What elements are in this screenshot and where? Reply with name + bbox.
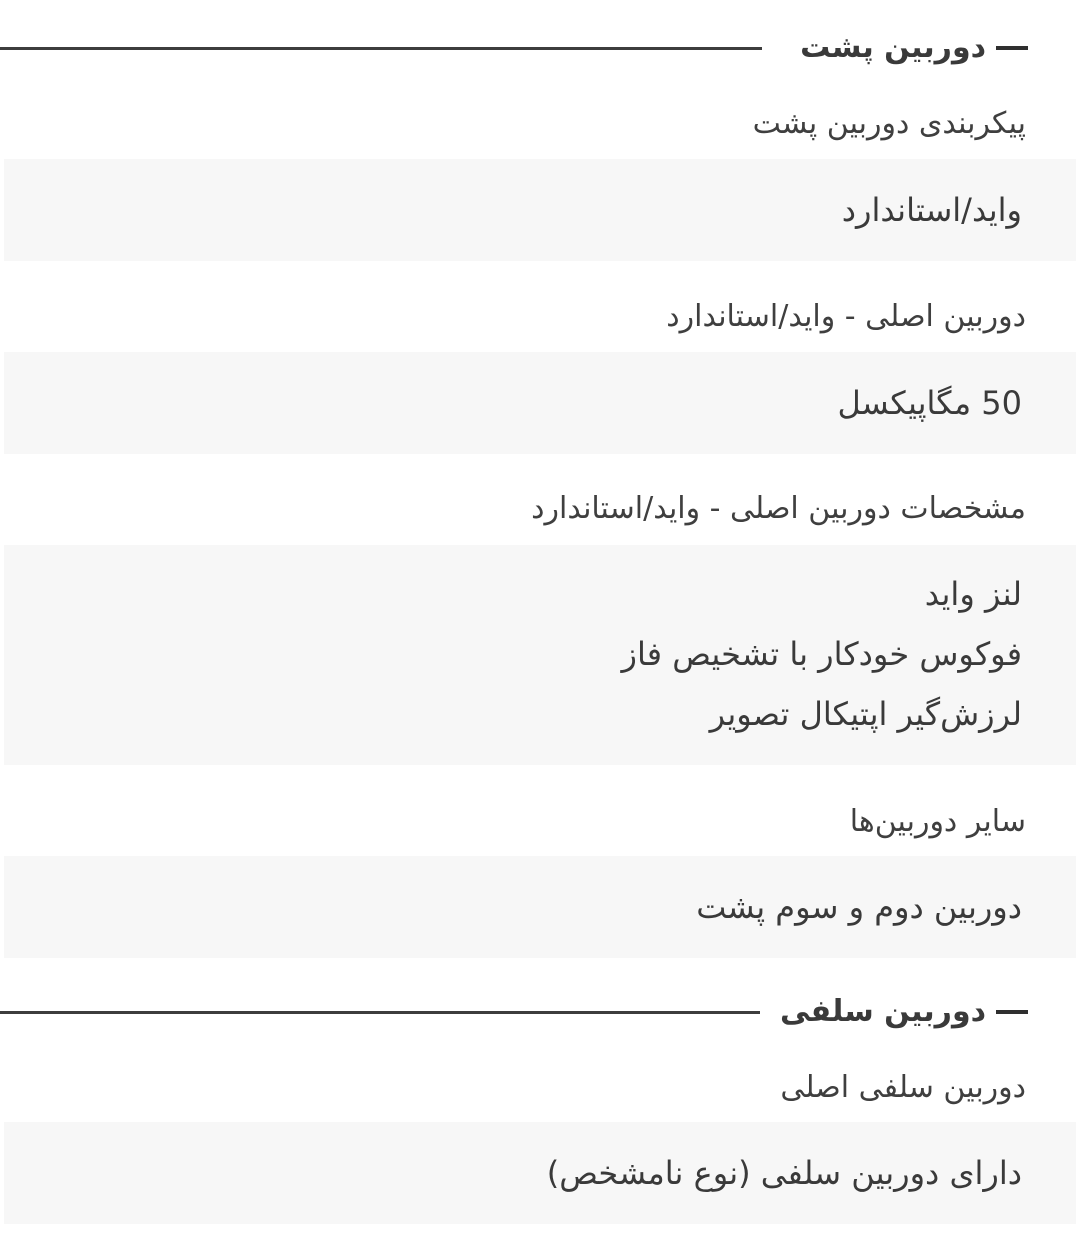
collapse-icon[interactable] [996, 1010, 1028, 1014]
field-label-other-cameras: سایر دوربین‌ها [849, 804, 1026, 839]
value-line: لرزش‌گیر اپتیکال تصویر [709, 695, 1022, 733]
field-label-main-camera: دوربین اصلی - واید/استاندارد [666, 299, 1026, 334]
field-label-rear-camera-config: پیکربندی دوربین پشت [752, 106, 1026, 141]
field-label-main-selfie-camera: دوربین سلفی اصلی [780, 1070, 1026, 1105]
value-line: 50 مگاپیکسل [837, 384, 1022, 422]
section-title: دوربین پشت [800, 30, 986, 65]
field-value-other-cameras [4, 856, 1076, 958]
value-line: واید/استاندارد [841, 191, 1022, 229]
field-label-main-camera-specs: مشخصات دوربین اصلی - واید/استاندارد [531, 491, 1026, 526]
value-line: دارای دوربین سلفی (نوع نامشخص) [546, 1154, 1022, 1192]
value-line: فوکوس خودکار با تشخیص فاز [621, 635, 1022, 673]
section-divider-line [0, 1011, 760, 1014]
section-header-rear-camera[interactable] [0, 28, 1080, 68]
field-value-rear-camera-config [4, 159, 1076, 261]
value-line: لنز واید [924, 575, 1022, 613]
field-value-main-camera-specs [4, 545, 1076, 765]
collapse-icon[interactable] [996, 46, 1028, 50]
section-divider-line [0, 47, 762, 50]
section-header-selfie-camera[interactable] [0, 992, 1080, 1032]
value-line: دوربین دوم و سوم پشت [696, 888, 1022, 926]
field-value-main-selfie-camera [4, 1122, 1076, 1224]
field-value-main-camera [4, 352, 1076, 454]
section-title: دوربین سلفی [780, 994, 986, 1029]
